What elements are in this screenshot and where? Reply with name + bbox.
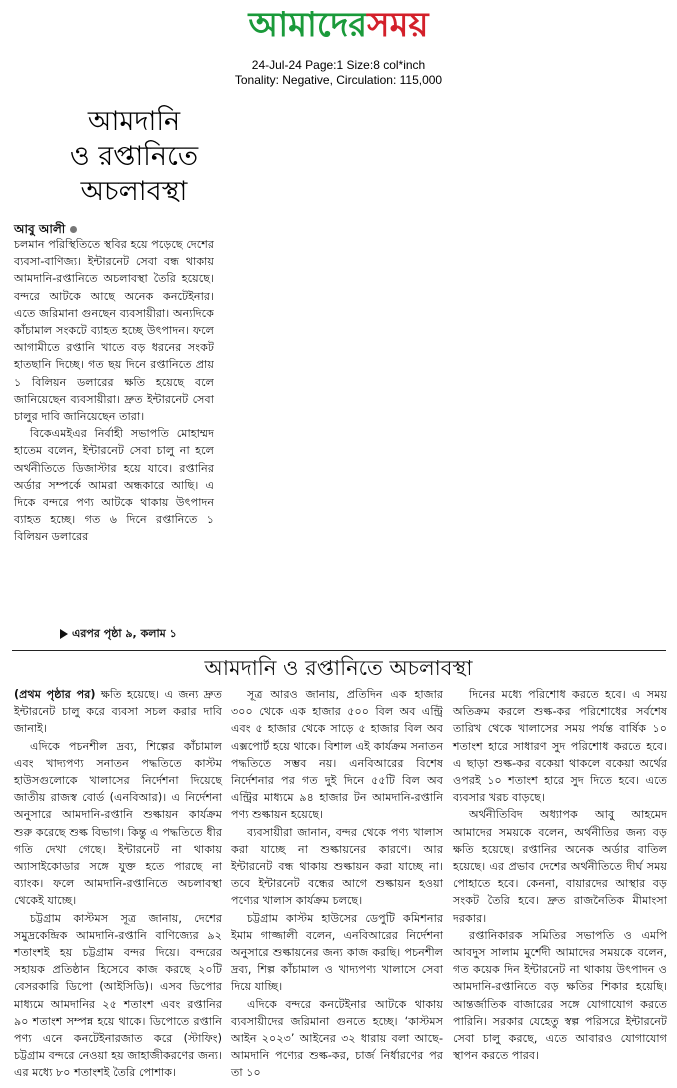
lead-column — [14, 236, 214, 546]
headline-line-2: ও রপ্তানিতে — [69, 141, 199, 172]
continuation-paragraph: ব্যবসায়ীরা জানান, বন্দর থেকে পণ্য খালাস করা যাচ্ছে না শুল্কায়নের কারণে। আর ইন্টারনেট বন্ধ থাকায় শুল্কায়ন করা যাচ্ছে না। তবে ইন্টারনেট বন্ধের আগে শুল্কায়ন হওয়া পণ্যের খালাস কার্যক্রম চলছে। — [231, 825, 443, 908]
jump-arrow-icon — [60, 629, 68, 639]
continuation-paragraph: অর্থনীতিবিদ অধ্যাপক আবু আহমেদ আমাদের সময়কে বলেন, অর্থনীতির জন্য বড় ক্ষতি হয়েছে। রপ্তানির অনেক অর্ডার বাতিল হয়েছে। এর প্রভাব দেশের অর্থনীতিতে দীর্ঘ সময় পোহাতে হবে। কেননা, বায়ারদের আস্থার বড় সংকট তৈরি হবে। দ্রুত রাজনৈতিক মীমাংসা দরকার। — [453, 808, 667, 925]
jump-text: এরপর পৃষ্ঠা ৯, কলাম ১ — [72, 627, 177, 640]
headline-line-1: আমদানি — [87, 106, 181, 137]
continuation-text: ক্ষতি হয়েছে। এ জন্য দ্রুত ইন্টারনেট চালু করে ব্যবসা সচল করার দাবি জানাই। — [14, 688, 223, 736]
continuation-label: (প্রথম পৃষ্ঠার পর) — [14, 688, 96, 701]
clip-meta-line-2: Tonality: Negative, Circulation: 115,000 — [234, 73, 443, 87]
continuation-column-1 — [14, 686, 222, 1082]
continuation-headline: আমদানি ও রপ্তানিতে অচলাবস্থা — [204, 656, 473, 680]
lead-paragraph: চলমান পরিস্থিতিতে স্থবির হয়ে পড়েছে দেশের ব্যবসা-বাণিজ্য। ইন্টারনেট সেবা বন্ধ থাকায় আমদানি-রপ্তানিতে অচলাবস্থা তৈরি হয়েছে। বন্দরে আটকে আছে অনেক কনটেইনার। এতে জরিমানা গুনছেন ব্যবসায়ীরা। অন্যদিকে কাঁচামাল সংকটে ব্যাহত হচ্ছে উৎপাদন। ফলে আগামীতে রপ্তানি খাতে বড় ধরনের সংকট হাতছানি দিচ্ছে। গত ছয় দিনে রপ্তানিতে প্রায় ১ বিলিয়ন ডলারের ক্ষতি হয়েছে বলে জানিয়েছেন ব্যবসায়ীরা। দ্রুত ইন্টারনেট সেবা চালুর দাবি জানিয়েছেন তারা। — [14, 238, 214, 424]
jump-line — [60, 625, 177, 642]
masthead-part-2: সময় — [367, 5, 429, 45]
continuation-paragraph: এদিকে বন্দরে কনটেইনার আটকে থাকায় ব্যবসায়ীদের জরিমানা গুনতে হচ্ছে। ‘কাস্টমস আইন ২০২৩’ আইনের ৩২ ধারায় বলা আছে- আমদানি পণ্যের শুল্ক-কর, চার্জ নির্ধারণের পর তা ১০ — [231, 997, 443, 1080]
clip-meta-line-1: 24-Jul-24 Page:1 Size:8 col*inch — [251, 58, 426, 72]
byline-author: আবু আলী — [14, 222, 66, 236]
article-headline — [34, 104, 234, 209]
byline-dot-icon — [70, 226, 77, 233]
continuation-paragraph: দিনের মধ্যে পরিশোধ করতে হবে। এ সময় অতিক্রম করলে শুল্ক-কর পরিশোধের সর্বশেষ তারিখ থেকে খালাসের সময় পর্যন্ত বার্ষিক ১০ শতাংশ হারে সাধারণ সুদ পরিশোধ করতে হবে। এ ছাড়া শুল্ক-কর বকেয়া থাকলে বকেয়া অর্থের ওপরই ১০ শতাংশ হারে সুদ দিতে হবে। এতে ব্যবসার খরচ বাড়ছে। — [453, 688, 667, 805]
masthead-part-1: আমাদের — [248, 5, 368, 45]
continuation-paragraph: সূত্র আরও জানায়, প্রতিদিন এক হাজার ৩০০ থেকে এক হাজার ৫০০ বিল অব এন্ট্রি এবং ৫ হাজার থেকে সাড়ে ৫ হাজার বিল অব এক্সপোর্ট হয়ে থাকে। বিশাল এই কার্যক্রম সনাতন পদ্ধতিতে সম্ভব নয়। এনবিআরের বিশেষ নির্দেশনার পর গত দুই দিনে ৫৫টি বিল অব এন্ট্রির মাধ্যমে ৯৪ হাজার টন আমদানি-রপ্তানি পণ্য শুল্কায়ন হয়েছে। — [231, 688, 443, 822]
newspaper-masthead — [0, 2, 677, 48]
headline-line-3: অচলাবস্থা — [80, 176, 188, 207]
continuation-paragraph — [14, 686, 222, 738]
continuation-column-3 — [453, 686, 667, 1064]
continuation-paragraph: চট্টগ্রাম কাস্টম হাউসের ডেপুটি কমিশনার ইমাম গাজ্জালী বলেন, এনবিআরের নির্দেশনা অনুসারে শুল্কায়নের জন্য কাজ করছি। পচনশীল দ্রব্য, শিল্প কাঁচামাল ও খাদ্যপণ্য খালাসে সেবা দিয়ে যাচ্ছি। — [231, 911, 443, 994]
lead-paragraph: বিকেএমইএর নির্বাহী সভাপতি মোহাম্মদ হাতেম বলেন, ইন্টারনেট সেবা চালু না হলে অর্থনীতিতে ডিজাস্টার হয়ে যাবে। রপ্তানির অর্ডার সম্পর্কে আমরা অন্ধকারে আছি। এ দিকে বন্দরে পণ্য আটকে থাকায় উৎপাদন ব্যাহত হচ্ছে। গত ৬ দিনে রপ্তানিতে ১ বিলিয়ন ডলারের — [14, 427, 214, 544]
continuation-column-2 — [231, 686, 443, 1082]
continuation-paragraph: রপ্তানিকারক সমিতির সভাপতি ও এমপি আবদুস সালাম মুর্শেদী আমাদের সময়কে বলেন, গত কয়েক দিন ইন্টারনেট না থাকায় উৎপাদন ও আমদানি-রপ্তানিতে বড় ক্ষতির শিকার হয়েছি। আন্তর্জাতিক বাজারের সঙ্গে যোগাযোগ করতে পারিনি। সরকার যেহেতু স্বল্প পরিসরে ইন্টারনেট সেবা চালু করছে, এতে আবারও যোগাযোগ স্থাপন করতে পারব। — [453, 928, 667, 1063]
continuation-paragraph: চট্টগ্রাম কাস্টমস সূত্র জানায়, দেশের সমুদ্রকেন্দ্রিক আমদানি-রপ্তানি বাণিজ্যের ৯২ শতাংশই হয় চট্টগ্রাম বন্দর দিয়ে। বন্দরের সহায়ক প্রতিষ্ঠান হিসেবে কাজ করছে ২০টি বেসরকারি ডিপো (আইসিডি)। এসব ডিপোর মাধ্যমে আমদানির ২৫ শতাংশ এবং রপ্তানির ৯০ শতাংশ সম্পন্ন হয়ে থাকে। ডিপোতে রপ্তানি পণ্য এনে কনটেইনারজাত করে (স্টাফিং) চট্টগ্রাম বন্দরে নেওয়া হয় জাহাজীকরণের জন্য। এর মধ্যে ৮০ শতাংশই তৈরি পোশাক। — [14, 911, 222, 1080]
continuation-paragraph: এদিকে পচনশীল দ্রব্য, শিল্পের কাঁচামাল এবং খাদ্যপণ্য সনাতন পদ্ধতিতে কাস্টম হাউসগুলোকে খালাসের নির্দেশনা দিয়েছে জাতীয় রাজস্ব বোর্ড (এনবিআর)। এ নির্দেশনা অনুসারে আমদানি-রপ্তানি শুল্কায়ন কার্যক্রম শুরু করেছে শুল্ক বিভাগ। কিন্তু এ পদ্ধতিতে ধীর গতি দেখা গেছে। ইন্টারনেট না থাকায় অ্যাসাইকোডার সঙ্গে যুক্ত হতে পারছে না ব্যাংক। ফলে আমদানি-রপ্তানিতে অচলাবস্থা থেকেই যাচ্ছে। — [14, 739, 222, 908]
